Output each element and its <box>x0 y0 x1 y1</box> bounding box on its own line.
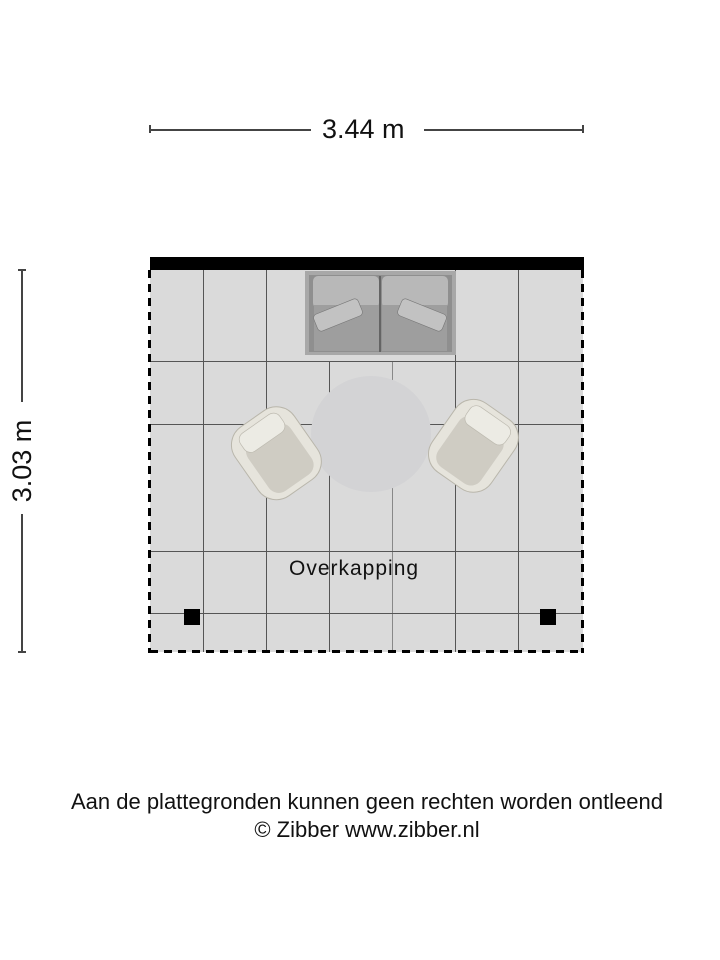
armchair-right <box>420 391 527 501</box>
post-right <box>540 609 556 625</box>
copyright-text: © Zibber www.zibber.nl <box>254 817 480 842</box>
sofa <box>305 271 456 355</box>
height-label: 3.03 m <box>7 419 37 503</box>
post-left <box>184 609 200 625</box>
room-label: Overkapping <box>289 557 420 580</box>
armchair-left <box>223 398 330 508</box>
round-table <box>311 376 431 492</box>
disclaimer-text: Aan de plattegronden kunnen geen rechten worden ontleend <box>70 789 664 814</box>
width-label: 3.44 m <box>322 114 405 144</box>
